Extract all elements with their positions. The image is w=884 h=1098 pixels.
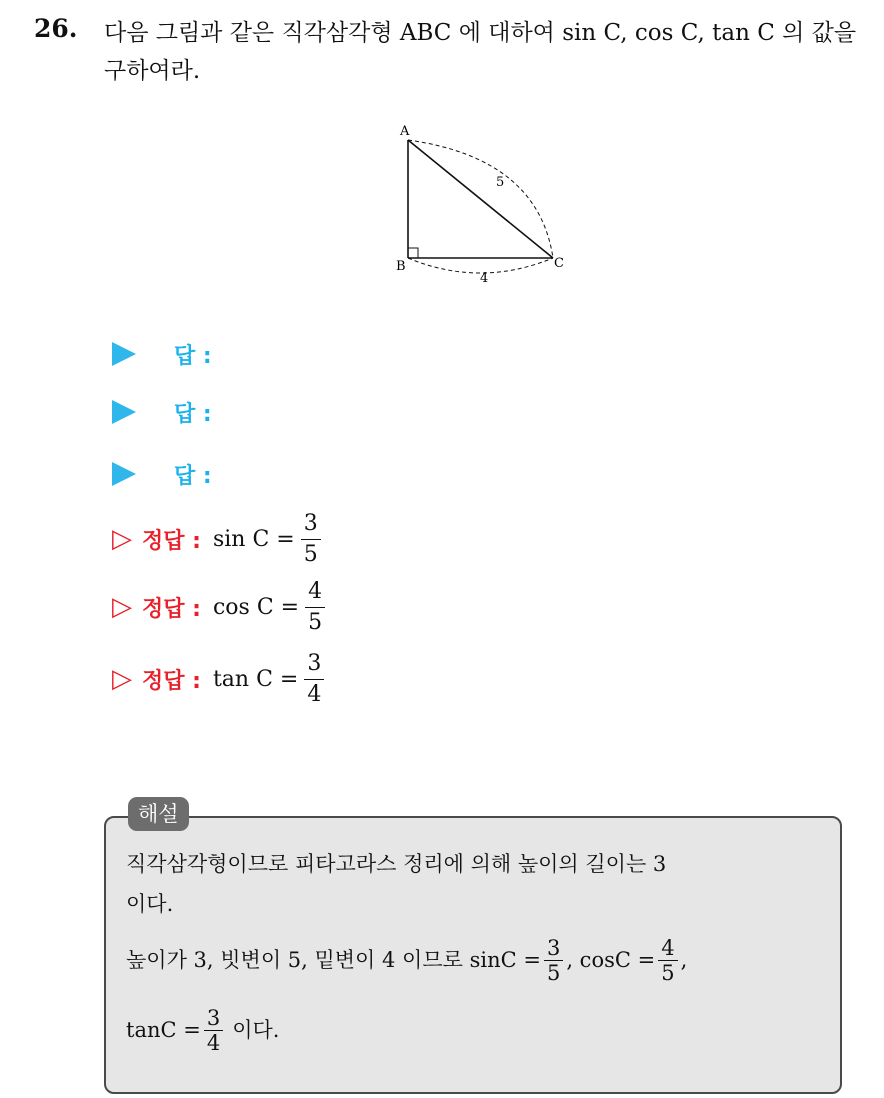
fraction bbox=[544, 936, 563, 985]
solution-math bbox=[213, 579, 325, 636]
denominator: 5 bbox=[308, 609, 323, 635]
outline-triangle-icon: ▷ bbox=[112, 664, 132, 694]
fraction bbox=[301, 511, 321, 568]
numerator: 3 bbox=[301, 511, 321, 540]
explanation-text: , bbox=[680, 948, 688, 972]
vertex-a-label: A bbox=[400, 124, 410, 139]
explanation-text: 높이가 3, 빗변이 5, 밑변이 4 이므로 sinC = bbox=[126, 948, 541, 972]
explanation-tag: 해설 bbox=[128, 797, 189, 831]
outline-triangle-icon: ▷ bbox=[112, 592, 132, 622]
play-icon bbox=[112, 462, 136, 486]
triangle-figure bbox=[388, 118, 578, 283]
fraction bbox=[658, 936, 677, 985]
numerator: 3 bbox=[204, 1006, 223, 1031]
hypotenuse-length: 5 bbox=[496, 175, 505, 190]
numerator: 3 bbox=[544, 936, 563, 961]
answer-row-1 bbox=[112, 334, 212, 374]
solution-lhs: cos C = bbox=[212, 594, 300, 620]
fraction bbox=[204, 1006, 223, 1055]
fraction bbox=[305, 579, 325, 636]
explanation-text: 이다. bbox=[232, 1018, 280, 1042]
explanation-line-4 bbox=[126, 1000, 279, 1060]
denominator: 4 bbox=[206, 1030, 221, 1055]
numerator: 4 bbox=[658, 936, 677, 961]
denominator: 5 bbox=[546, 960, 561, 985]
solution-label: 정답 : bbox=[142, 596, 201, 622]
denominator: 5 bbox=[661, 960, 675, 985]
vertex-b-label: B bbox=[396, 259, 406, 274]
solution-math bbox=[213, 651, 324, 708]
explanation-line-1: 직각삼각형이므로 피타고라스 정리에 의해 높이의 길이는 3 bbox=[126, 852, 667, 876]
base-length: 4 bbox=[480, 271, 489, 283]
numerator: 3 bbox=[304, 651, 324, 680]
solution-lhs: tan C = bbox=[212, 666, 299, 692]
answer-row-3 bbox=[112, 454, 212, 494]
fraction bbox=[304, 651, 324, 708]
solution-row-1 bbox=[112, 504, 321, 574]
question-number: 26. bbox=[34, 14, 78, 43]
explanation-text: , cosC = bbox=[566, 948, 656, 972]
denominator: 4 bbox=[307, 681, 322, 707]
solution-label: 정답 : bbox=[142, 668, 201, 694]
explanation-line-3 bbox=[126, 930, 687, 990]
answer-label: 답 : bbox=[174, 463, 212, 489]
answer-label: 답 : bbox=[174, 343, 212, 369]
vertex-c-label: C bbox=[554, 256, 564, 271]
question-text: 다음 그림과 같은 직각삼각형 ABC 에 대하여 sin C, cos C, tan C 의 값을 구하여라. bbox=[104, 20, 857, 84]
denominator: 5 bbox=[303, 541, 318, 567]
answer-label: 답 : bbox=[174, 401, 212, 427]
explanation-line-2: 이다. bbox=[126, 892, 174, 916]
explanation-text: tanC = bbox=[126, 1018, 201, 1042]
play-icon bbox=[112, 400, 136, 424]
numerator: 4 bbox=[305, 579, 325, 608]
solution-math bbox=[213, 511, 321, 568]
solution-label: 정답 : bbox=[142, 528, 201, 554]
play-icon bbox=[112, 342, 136, 366]
solution-row-2 bbox=[112, 572, 325, 642]
solution-row-3 bbox=[112, 644, 324, 714]
answer-row-2 bbox=[112, 392, 212, 432]
solution-lhs: sin C = bbox=[212, 526, 295, 552]
outline-triangle-icon: ▷ bbox=[112, 524, 132, 554]
